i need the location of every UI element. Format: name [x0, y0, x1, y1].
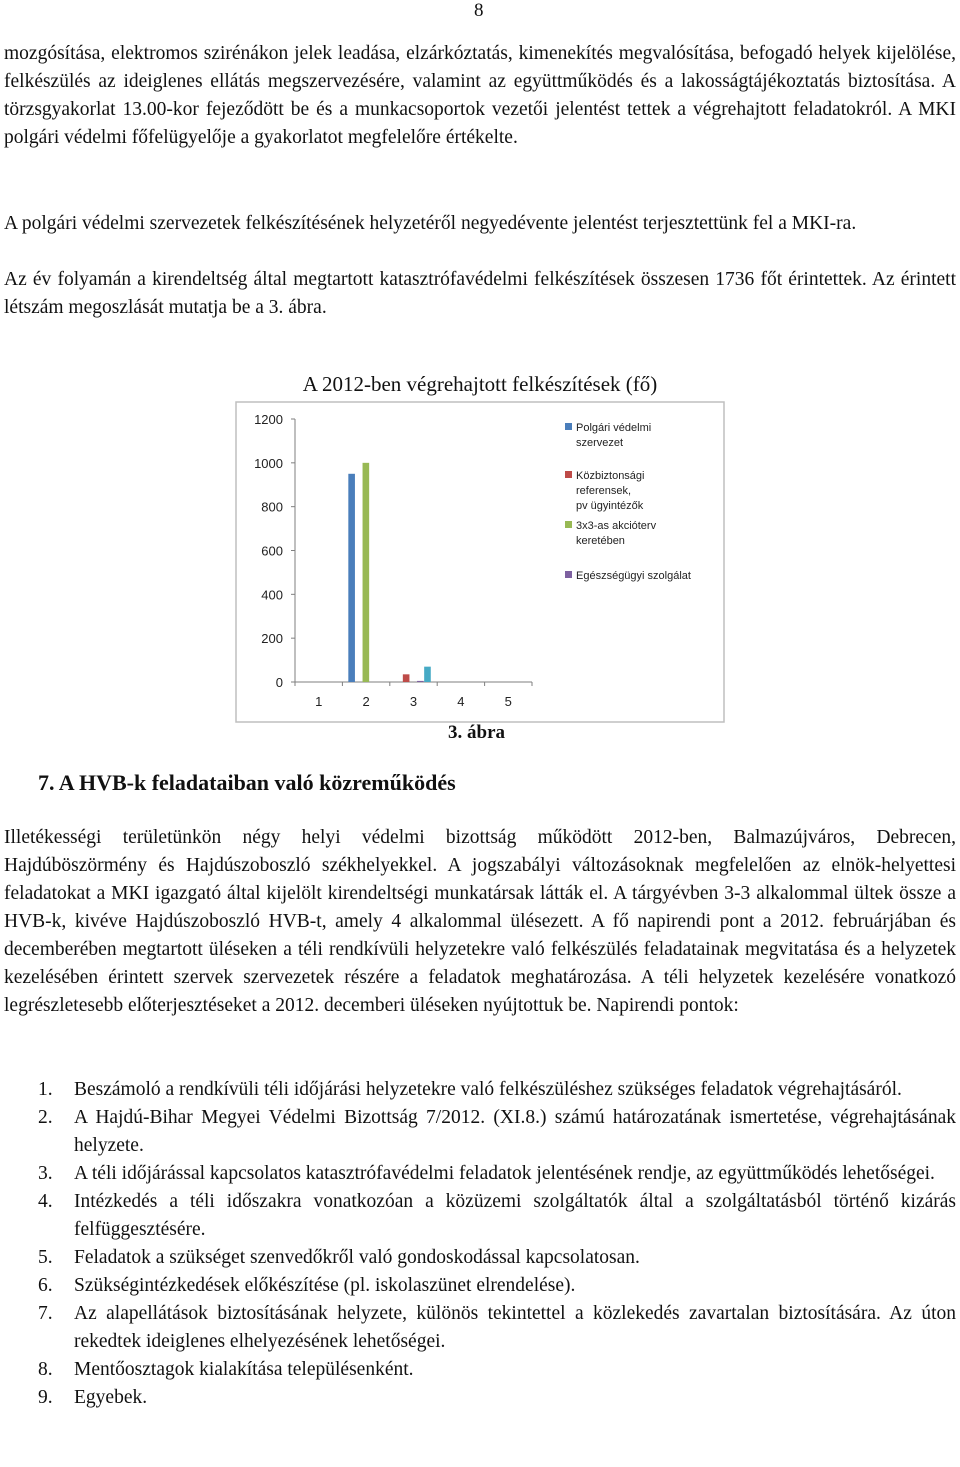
agenda-item-text: Feladatok a szükséget szenvedőkről való gondoskodással kapcsolatosan. [74, 1247, 640, 1268]
agenda-item-text: A Hajdú-Bihar Megyei Védelmi Bizottság 7/2012. (XI.8.) számú határozatának ismertetése, végrehajtásának helyzete. [74, 1107, 956, 1156]
legend-label: Polgári védelmi [576, 422, 652, 434]
agenda-item-text: Mentőosztagok kialakítása településenként. [74, 1359, 414, 1380]
x-tick-label: 5 [504, 694, 512, 709]
agenda-item [4, 1104, 956, 1160]
legend-swatch [565, 521, 572, 528]
agenda-item-number: 5. [38, 1247, 53, 1268]
agenda-item-number: 4. [38, 1191, 53, 1212]
bar-chart [235, 401, 725, 723]
bar [424, 667, 431, 682]
agenda-item-number: 9. [38, 1387, 53, 1408]
legend-swatch [565, 471, 572, 478]
agenda-item-number: 8. [38, 1359, 53, 1380]
agenda-item [4, 1244, 956, 1272]
intro-paragraph: mozgósítása, elektromos szirénákon jelek leadása, elzárkóztatás, kimenekítés megvalósítása, befogadó helyek kijelölése, felkészülés az ideiglenes ellátás megszervezésére, valamint az együttműködés és a lakosságtájékoztatás biztosítása. A törzsgyakorlat 13.00-kor fejeződött be és a munkacsoportok vezetői jelentést tettek a végrehajtott feladatokról. A MKI polgári védelmi főfelügyelője a gyakorlatot megfelelőre értékelte. [4, 43, 956, 148]
legend-label: 3x3-as akcióterv [576, 520, 657, 532]
report-paragraph: A polgári védelmi szervezetek felkészítésének helyzetéről negyedévente jelentést terjesztettünk fel a MKI-ra. [4, 213, 857, 234]
agenda-item [4, 1076, 956, 1104]
legend-label: szervezet [576, 437, 624, 449]
agenda-item-number: 6. [38, 1275, 53, 1296]
bar [348, 474, 355, 682]
agenda-item [4, 1384, 956, 1412]
page-number: 8 [474, 0, 484, 21]
agenda-item-text: Egyebek. [74, 1387, 148, 1408]
agenda-item-text: Szükségintézkedések előkészítése (pl. iskolaszünet elrendelése). [74, 1275, 576, 1296]
agenda-item-text: Beszámoló a rendkívüli téli időjárási helyzetekre való felkészüléshez szükséges feladatok végrehajtásáról. [74, 1079, 902, 1100]
y-tick-label: 1200 [254, 412, 283, 427]
y-tick-label: 600 [261, 543, 283, 559]
chart-frame [236, 402, 724, 722]
agenda-item [4, 1188, 956, 1244]
x-tick-label: 2 [362, 694, 370, 709]
agenda-item-text: Intézkedés a téli időszakra vonatkozóan a közüzemi szolgáltatók által a szolgáltatásból történő kizárás felfüggesztésére. [74, 1191, 956, 1240]
section-title: 7. A HVB-k feladataiban való közreműködés [38, 770, 456, 795]
agenda-item-text: A téli időjárással kapcsolatos katasztrófavédelmi feladatok jelentésének rendje, az együttműködés lehetőségei. [74, 1163, 935, 1184]
legend-label: pv ügyintézők [576, 500, 644, 512]
chart-title: A 2012-ben végrehajtott felkészítések (fő) [302, 372, 658, 396]
x-tick-label: 3 [409, 694, 418, 709]
legend-label: Egészségügyi szolgálat [576, 570, 691, 582]
legend-label: keretében [576, 535, 625, 547]
agenda-item [4, 1272, 956, 1300]
agenda-list [4, 1076, 956, 1412]
y-tick-label: 1000 [254, 455, 283, 471]
x-tick-label: 1 [315, 694, 323, 709]
y-tick-label: 200 [261, 631, 283, 647]
agenda-item [4, 1160, 956, 1188]
bar [417, 681, 424, 682]
agenda-item [4, 1356, 956, 1384]
bar [363, 463, 370, 682]
legend-label: referensek, [576, 485, 632, 497]
legend-label: Közbiztonsági [576, 470, 645, 482]
bar [403, 674, 410, 682]
agenda-item [4, 1300, 956, 1356]
y-tick-label: 800 [261, 499, 283, 515]
agenda-item-text: Az alapellátások biztosításának helyzete, különös tekintettel a közlekedés zavartalan biztosítására. Az úton rekedtek ideiglenes elhelyezésének lehetőségei. [74, 1303, 956, 1352]
agenda-item-number: 2. [38, 1107, 53, 1128]
training-paragraph: Az év folyamán a kirendeltség által megtartott katasztrófavédelmi felkészítések összesen 1736 főt érintettek. Az érintett létszám megoszlását mutatja be a 3. ábra. [4, 269, 956, 318]
legend-swatch [565, 423, 572, 430]
x-tick-label: 4 [457, 694, 465, 709]
legend-swatch [565, 571, 572, 578]
section-paragraph: Illetékességi területünkön négy helyi védelmi bizottság működött 2012-ben, Balmazújváros, Debrecen, Hajdúböszörmény és Hajdúszoboszló székhelyekkel. A jogszabályi változásoknak megfelelően az elnök-helyettesi feladatokat a MKI igazgató által kijelölt kirendeltségi munkatársak látták el. A tárgyévben 3-3 alkalommal ültek össze a HVB-k, kivéve Hajdúszoboszló HVB-t, amely 4 alkalommal ülésezett. A fő napirendi pont a 2012. februárjában és decemberében megtartott üléseken a téli rendkívüli helyzetekre való felkészülés feladatainak megvitatása és a helyzetek kezelésében érintett szervek szervezetek részére a feladatok meghatározása. A téli helyzetek kezelésére vonatkozó legrészletesebb előterjesztéseket a 2012. decemberi üléseken nyújtottuk be. Napirendi pontok: [4, 827, 956, 1016]
agenda-item-number: 3. [38, 1163, 53, 1184]
agenda-item-number: 7. [38, 1303, 53, 1324]
y-tick-label: 0 [275, 675, 283, 690]
y-tick-label: 400 [261, 587, 283, 603]
agenda-item-number: 1. [38, 1079, 53, 1100]
figure-caption: 3. ábra [448, 722, 505, 743]
